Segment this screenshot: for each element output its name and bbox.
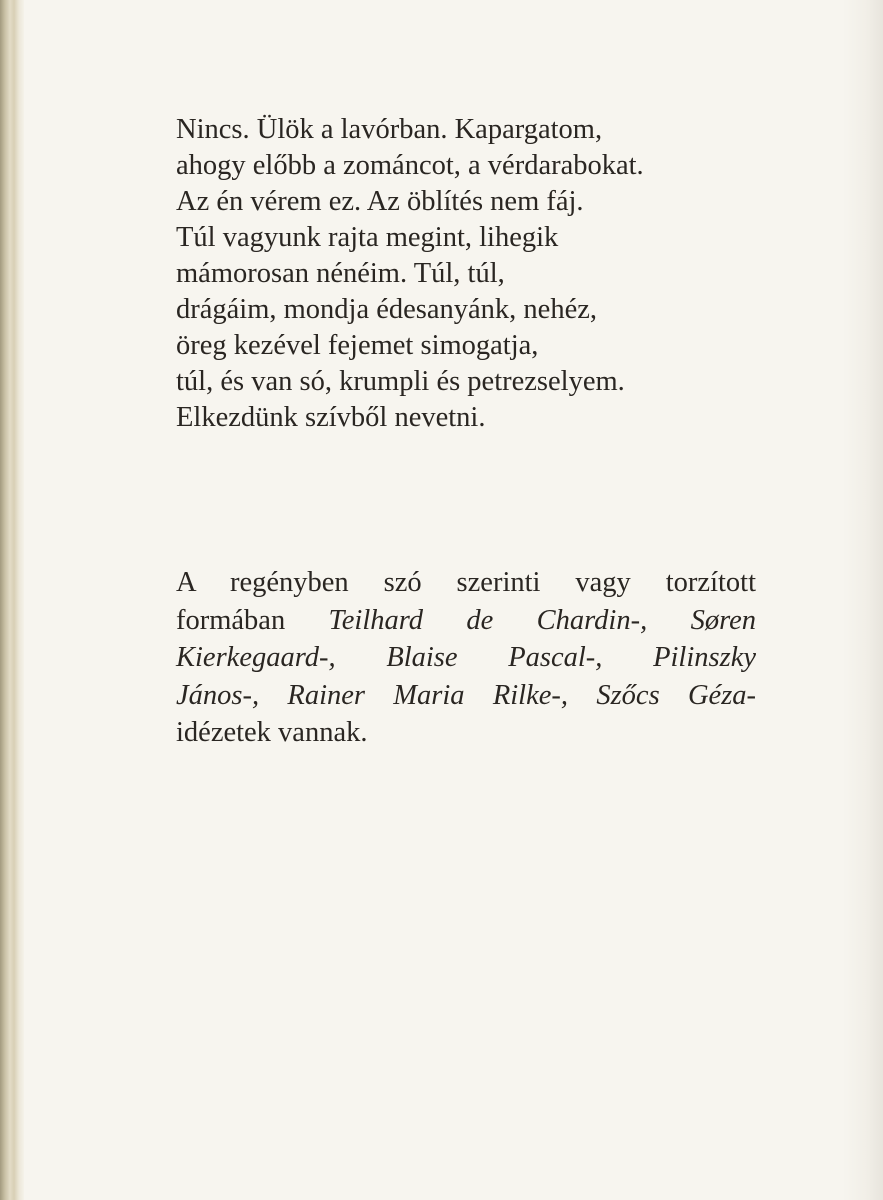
author-name: János-, xyxy=(176,679,260,711)
author-name: Pilinszky xyxy=(653,642,757,673)
author-name: Szőcs Géza- xyxy=(596,679,757,711)
note-line xyxy=(176,602,756,640)
poem-line: drágáim, mondja édesanyánk, nehéz, xyxy=(176,294,598,325)
note-text: formában xyxy=(176,604,329,636)
poem-line: Elkezdünk szívből nevetni. xyxy=(176,402,486,433)
quotation-note xyxy=(176,564,756,752)
note-line xyxy=(176,639,756,677)
poem-line: túl, és van só, krumpli és petrezselyem. xyxy=(176,366,625,397)
author-name: Blaise Pascal-, xyxy=(386,642,603,673)
note-line xyxy=(176,714,756,752)
note-line xyxy=(176,677,756,715)
note-text: idézetek vannak. xyxy=(176,717,368,748)
author-name: Søren xyxy=(690,604,756,636)
author-name: Rainer Maria Rilke-, xyxy=(287,679,569,711)
poem-line: Túl vagyunk rajta megint, lihegik xyxy=(176,222,559,253)
poem-line: öreg kezével fejemet simogatja, xyxy=(176,330,539,361)
page-right-shadow xyxy=(843,0,883,1200)
poem-line: Az én vérem ez. Az öblítés nem fáj. xyxy=(176,186,584,217)
note-line xyxy=(176,564,756,602)
poem-line: Nincs. Ülök a lavórban. Kapargatom, xyxy=(176,114,603,145)
poem-line: ahogy előbb a zománcot, a vérdarabokat. xyxy=(176,150,644,181)
poem-line: mámorosan nénéim. Túl, túl, xyxy=(176,258,505,289)
note-text: A regényben szó szerinti vagy torzított xyxy=(176,567,756,598)
poem-text xyxy=(176,112,776,436)
page-binding-edge xyxy=(0,0,24,1200)
author-name: Teilhard de Chardin-, xyxy=(328,604,648,636)
author-name: Kierkegaard-, xyxy=(176,642,336,673)
